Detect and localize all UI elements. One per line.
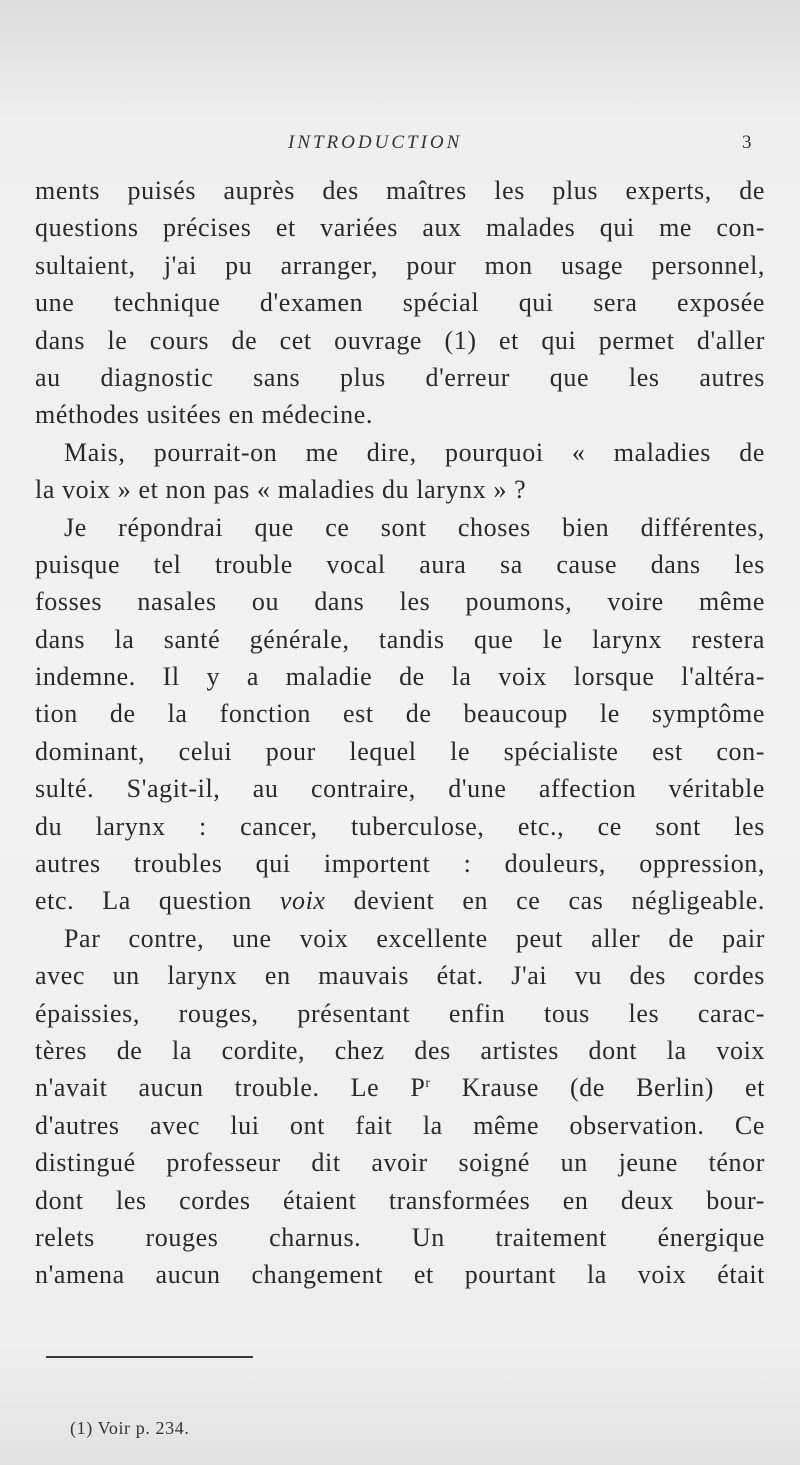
body-text bbox=[35, 172, 765, 1294]
text-segment: etc. La question bbox=[35, 886, 280, 916]
text-line: au diagnostic sans plus d'erreur que les autres bbox=[35, 362, 765, 392]
text-segment: devient en ce cas négligeable. bbox=[325, 886, 766, 916]
running-title: INTRODUCTION bbox=[288, 132, 463, 153]
text-line bbox=[35, 882, 765, 919]
page-number: 3 bbox=[742, 132, 752, 153]
text-line: autres troubles qui importent : douleurs, oppression, bbox=[35, 849, 765, 879]
text-line bbox=[35, 1069, 765, 1106]
text-line: relets rouges charnus. Un traitement énergique bbox=[35, 1222, 765, 1252]
text-line: tères de la cordite, chez des artistes dont la voix bbox=[35, 1035, 765, 1065]
text-line: dans le cours de cet ouvrage (1) et qui permet d'aller bbox=[35, 325, 765, 355]
running-head bbox=[0, 132, 800, 162]
text-line: ments puisés auprès des maîtres les plus experts, de bbox=[35, 176, 765, 205]
text-segment: n'avait aucun trouble. Le P bbox=[35, 1073, 426, 1103]
text-line: du larynx : cancer, tuberculose, etc., ce sont les bbox=[35, 811, 765, 841]
paragraph-start-line: Mais, pourrait-on me dire, pourquoi « maladies de bbox=[64, 437, 765, 467]
text-segment: Krause (de Berlin) et bbox=[430, 1073, 765, 1103]
text-line: distingué professeur dit avoir soigné un jeune ténor bbox=[35, 1148, 765, 1178]
text-line: n'amena aucun changement et pourtant la voix était bbox=[35, 1260, 765, 1290]
text-line: avec un larynx en mauvais état. J'ai vu des cordes bbox=[35, 961, 765, 991]
text-line: sultaient, j'ai pu arranger, pour mon usage personnel, bbox=[35, 250, 765, 280]
text-line: fosses nasales ou dans les poumons, voire même bbox=[35, 587, 765, 617]
text-line: sulté. S'agit-il, au contraire, d'une affection véritable bbox=[35, 774, 765, 804]
footnote: (1) Voir p. 234. bbox=[70, 1418, 190, 1438]
text-line: indemne. Il y a maladie de la voix lorsque l'altéra- bbox=[35, 662, 765, 692]
text-line: dominant, celui pour lequel le spécialiste est con- bbox=[35, 736, 765, 766]
footnote-divider bbox=[46, 1356, 253, 1358]
text-line: dont les cordes étaient transformées en deux bour- bbox=[35, 1185, 765, 1215]
paragraph-start-line: Par contre, une voix excellente peut aller de pair bbox=[64, 923, 765, 953]
text-line: la voix » et non pas « maladies du larynx » ? bbox=[35, 475, 527, 505]
text-line: méthodes usitées en médecine. bbox=[35, 400, 373, 430]
text-line: questions précises et variées aux malades qui me con- bbox=[35, 213, 765, 243]
text-line: puisque tel trouble vocal aura sa cause dans les bbox=[35, 549, 765, 579]
paragraph-start-line: Je répondrai que ce sont choses bien différentes, bbox=[64, 512, 765, 542]
italic-word: voix bbox=[279, 886, 326, 916]
text-line: d'autres avec lui ont fait la même observation. Ce bbox=[35, 1110, 765, 1140]
text-line: tion de la fonction est de beaucoup le symptôme bbox=[35, 699, 765, 729]
text-line: épaissies, rouges, présentant enfin tous les carac- bbox=[35, 998, 765, 1028]
text-line: une technique d'examen spécial qui sera exposée bbox=[35, 288, 765, 318]
text-line: dans la santé générale, tandis que le larynx restera bbox=[35, 624, 765, 654]
superscript: r bbox=[425, 1076, 431, 1092]
